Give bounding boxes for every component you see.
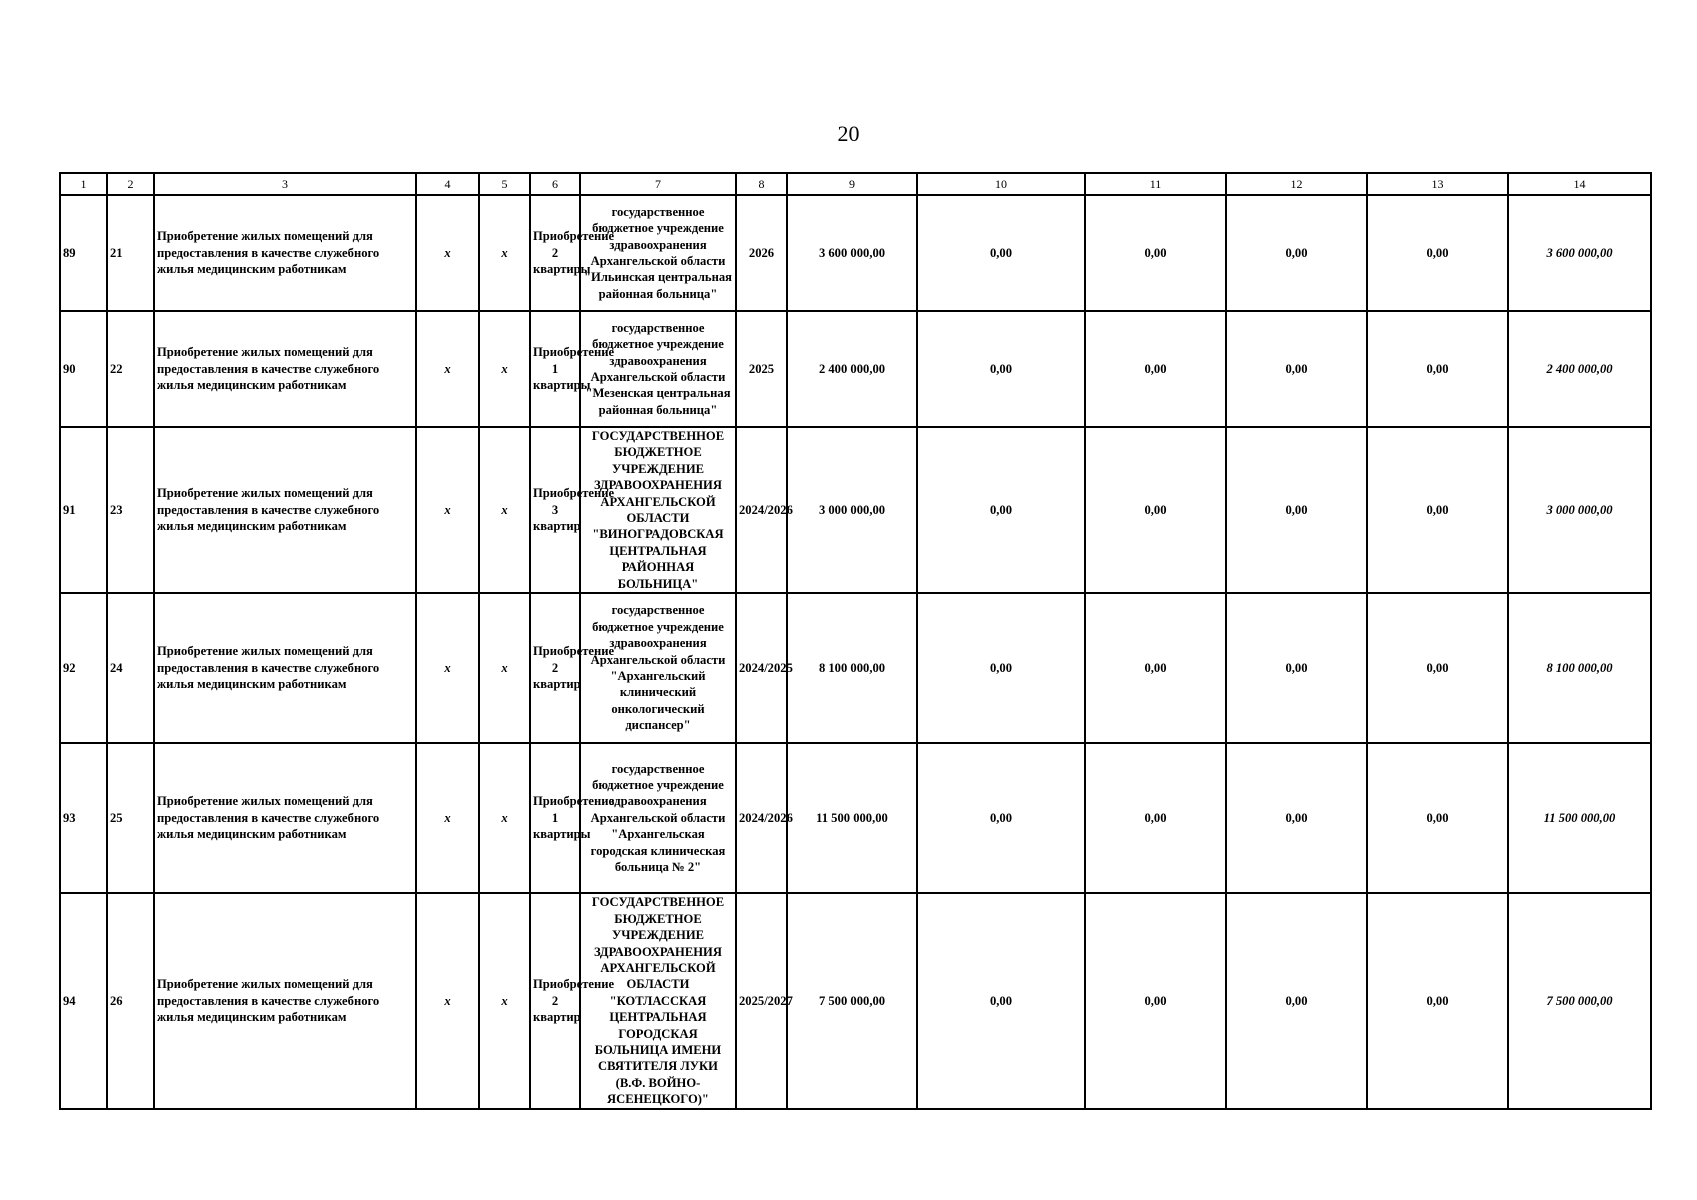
period-cell: 2025	[736, 311, 787, 427]
column-header: 3	[154, 173, 416, 195]
institution-cell: ГОСУДАРСТВЕННОЕ БЮДЖЕТНОЕ УЧРЕЖДЕНИЕ ЗДРАВООХРАНЕНИЯ АРХАНГЕЛЬСКОЙ ОБЛАСТИ "КОТЛАССКАЯ ЦЕНТРАЛЬНАЯ ГОРОДСКАЯ БОЛЬНИЦА ИМЕНИ СВЯТИТЕЛЯ ЛУКИ (В.Ф. ВОЙНО-ЯСЕНЕЦКОГО)"	[580, 893, 736, 1109]
period-cell: 2024/2026	[736, 427, 787, 593]
result-cell: Приобретение 2 квартир	[530, 893, 580, 1109]
column-header: 9	[787, 173, 917, 195]
column-5-cell: x	[479, 427, 530, 593]
amount-cell: 11 500 000,00	[787, 743, 917, 893]
column-header: 1	[60, 173, 107, 195]
amount-cell: 7 500 000,00	[787, 893, 917, 1109]
institution-cell: ГОСУДАРСТВЕННОЕ БЮДЖЕТНОЕ УЧРЕЖДЕНИЕ ЗДРАВООХРАНЕНИЯ АРХАНГЕЛЬСКОЙ ОБЛАСТИ "ВИНОГРАДОВСКАЯ ЦЕНТРАЛЬНАЯ РАЙОННАЯ БОЛЬНИЦА"	[580, 427, 736, 593]
value-cell: 0,00	[1367, 593, 1508, 743]
value-cell: 0,00	[917, 593, 1085, 743]
value-cell: 0,00	[1226, 743, 1367, 893]
value-cell: 0,00	[1085, 311, 1226, 427]
amount-cell: 3 000 000,00	[787, 427, 917, 593]
total-cell: 8 100 000,00	[1508, 593, 1651, 743]
value-cell: 0,00	[1085, 195, 1226, 311]
institution-cell: государственное бюджетное учреждение здравоохранения Архангельской области "Архангельская городская клиническая больница № 2"	[580, 743, 736, 893]
column-header: 5	[479, 173, 530, 195]
table-row	[60, 427, 1651, 593]
column-header: 4	[416, 173, 479, 195]
value-cell: 0,00	[1226, 593, 1367, 743]
value-cell: 0,00	[917, 427, 1085, 593]
table-row	[60, 195, 1651, 311]
result-cell: Приобретение 1 квартиры	[530, 311, 580, 427]
column-header: 7	[580, 173, 736, 195]
sub-number-cell: 24	[107, 593, 154, 743]
period-cell: 2024/2025	[736, 593, 787, 743]
value-cell: 0,00	[1226, 893, 1367, 1109]
column-5-cell: x	[479, 195, 530, 311]
value-cell: 0,00	[1367, 311, 1508, 427]
value-cell: 0,00	[917, 311, 1085, 427]
result-cell: Приобретение 3 квартир	[530, 427, 580, 593]
column-number-row	[60, 173, 1651, 195]
column-5-cell: x	[479, 593, 530, 743]
table-row	[60, 593, 1651, 743]
value-cell: 0,00	[1367, 893, 1508, 1109]
value-cell: 0,00	[917, 893, 1085, 1109]
sub-number-cell: 23	[107, 427, 154, 593]
column-header: 13	[1367, 173, 1508, 195]
row-number-cell: 89	[60, 195, 107, 311]
event-name-cell: Приобретение жилых помещений для предоставления в качестве служебного жилья медицинским работникам	[154, 427, 416, 593]
institution-cell: государственное бюджетное учреждение здравоохранения Архангельской области "Архангельский клинический онкологический диспансер"	[580, 593, 736, 743]
event-name-cell: Приобретение жилых помещений для предоставления в качестве служебного жилья медицинским работникам	[154, 893, 416, 1109]
funding-table	[59, 172, 1652, 1110]
value-cell: 0,00	[1085, 893, 1226, 1109]
column-header: 10	[917, 173, 1085, 195]
amount-cell: 3 600 000,00	[787, 195, 917, 311]
row-number-cell: 92	[60, 593, 107, 743]
event-name-cell: Приобретение жилых помещений для предоставления в качестве служебного жилья медицинским работникам	[154, 593, 416, 743]
row-number-cell: 94	[60, 893, 107, 1109]
column-4-cell: x	[416, 427, 479, 593]
column-header: 14	[1508, 173, 1651, 195]
result-cell: Приобретение 1 квартиры	[530, 743, 580, 893]
column-4-cell: x	[416, 311, 479, 427]
row-number-cell: 91	[60, 427, 107, 593]
value-cell: 0,00	[1367, 195, 1508, 311]
table-row	[60, 743, 1651, 893]
column-4-cell: x	[416, 593, 479, 743]
column-header: 8	[736, 173, 787, 195]
sub-number-cell: 21	[107, 195, 154, 311]
period-cell: 2026	[736, 195, 787, 311]
column-header: 6	[530, 173, 580, 195]
page-number: 20	[837, 121, 860, 146]
value-cell: 0,00	[1226, 427, 1367, 593]
total-cell: 7 500 000,00	[1508, 893, 1651, 1109]
amount-cell: 2 400 000,00	[787, 311, 917, 427]
period-cell: 2025/2027	[736, 893, 787, 1109]
total-cell: 2 400 000,00	[1508, 311, 1651, 427]
row-number-cell: 93	[60, 743, 107, 893]
row-number-cell: 90	[60, 311, 107, 427]
value-cell: 0,00	[917, 743, 1085, 893]
column-4-cell: x	[416, 743, 479, 893]
column-header: 11	[1085, 173, 1226, 195]
result-cell: Приобретение 2 квартиры	[530, 195, 580, 311]
event-name-cell: Приобретение жилых помещений для предоставления в качестве служебного жилья медицинским работникам	[154, 743, 416, 893]
value-cell: 0,00	[917, 195, 1085, 311]
value-cell: 0,00	[1226, 311, 1367, 427]
value-cell: 0,00	[1367, 427, 1508, 593]
column-header: 2	[107, 173, 154, 195]
column-header: 12	[1226, 173, 1367, 195]
column-5-cell: x	[479, 311, 530, 427]
table-row	[60, 311, 1651, 427]
institution-cell: государственное бюджетное учреждение здравоохранения Архангельской области "Мезенская центральная районная больница"	[580, 311, 736, 427]
result-cell: Приобретение 2 квартир	[530, 593, 580, 743]
event-name-cell: Приобретение жилых помещений для предоставления в качестве служебного жилья медицинским работникам	[154, 311, 416, 427]
value-cell: 0,00	[1226, 195, 1367, 311]
total-cell: 3 000 000,00	[1508, 427, 1651, 593]
sub-number-cell: 26	[107, 893, 154, 1109]
total-cell: 3 600 000,00	[1508, 195, 1651, 311]
sub-number-cell: 25	[107, 743, 154, 893]
institution-cell: государственное бюджетное учреждение здравоохранения Архангельской области "Ильинская центральная районная больница"	[580, 195, 736, 311]
amount-cell: 8 100 000,00	[787, 593, 917, 743]
column-5-cell: x	[479, 893, 530, 1109]
table-row	[60, 893, 1651, 1109]
event-name-cell: Приобретение жилых помещений для предоставления в качестве служебного жилья медицинским работникам	[154, 195, 416, 311]
value-cell: 0,00	[1085, 593, 1226, 743]
period-cell: 2024/2026	[736, 743, 787, 893]
column-4-cell: x	[416, 893, 479, 1109]
value-cell: 0,00	[1367, 743, 1508, 893]
value-cell: 0,00	[1085, 743, 1226, 893]
total-cell: 11 500 000,00	[1508, 743, 1651, 893]
value-cell: 0,00	[1085, 427, 1226, 593]
column-5-cell: x	[479, 743, 530, 893]
column-4-cell: x	[416, 195, 479, 311]
sub-number-cell: 22	[107, 311, 154, 427]
